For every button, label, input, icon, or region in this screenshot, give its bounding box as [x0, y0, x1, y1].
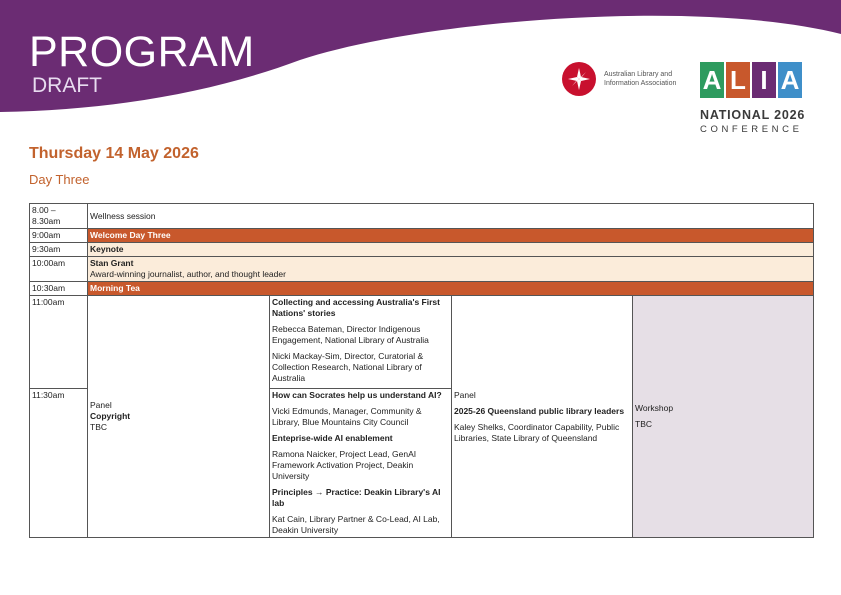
session-morning-tea: Morning Tea	[88, 282, 814, 296]
alia-logo-line2: Information Association	[604, 80, 677, 87]
time-cell: 10:00am	[30, 257, 88, 282]
program-table	[29, 203, 814, 538]
time-cell: 11:00am	[30, 296, 88, 389]
keynote-speaker: Stan Grant	[90, 258, 134, 268]
keynote-description: Award-winning journalist, author, and thought leader	[90, 269, 286, 279]
session-queensland-panel	[452, 296, 633, 538]
session-speaker: TBC	[90, 422, 107, 432]
session-title: Copyright	[90, 411, 131, 421]
page-subtitle: DRAFT	[32, 74, 102, 97]
session-ai-talks	[270, 389, 452, 538]
session-type: Panel	[90, 400, 112, 410]
table-row	[30, 296, 814, 389]
session-welcome: Welcome Day Three	[88, 229, 814, 243]
session-workshop	[633, 296, 814, 538]
page-title: PROGRAM	[29, 28, 255, 76]
session-title: 2025-26 Queensland public library leaders	[454, 405, 625, 416]
alia-association-logo	[562, 62, 676, 96]
logo-letter-a2: A	[778, 62, 802, 98]
keynote-details	[88, 257, 814, 282]
logo-letter-a1: A	[700, 62, 724, 98]
session-type: Workshop	[635, 403, 674, 413]
day-heading: Thursday 14 May 2026	[29, 145, 199, 162]
time-cell: 9:30am	[30, 243, 88, 257]
conference-name: NATIONAL 2026	[700, 108, 806, 122]
session-title: Collecting and accessing Australia's First Nations' stories	[272, 297, 440, 318]
day-subheading: Day Three	[29, 172, 90, 187]
alia-star-icon	[562, 62, 596, 96]
session-wellness: Wellness session	[88, 204, 814, 229]
time-cell: 11:30am	[30, 389, 88, 538]
session-speaker: Ramona Naicker, Project Lead, GenAI Framework Activation Project, Deakin University	[272, 449, 417, 481]
time-cell: 10:30am	[30, 282, 88, 296]
session-first-nations	[270, 296, 452, 389]
session-type: Panel	[454, 389, 476, 400]
table-row	[30, 257, 814, 282]
session-speaker: Rebecca Bateman, Director Indigenous Engagement, National Library of Australia	[272, 324, 429, 345]
session-title: Enteprise-wide AI enablement	[272, 433, 393, 443]
session-title: Principles → Practice: Deakin Library's AI lab	[272, 487, 441, 508]
table-row	[30, 229, 814, 243]
time-cell: 9:00am	[30, 229, 88, 243]
conference-logo	[700, 62, 810, 135]
table-row	[30, 204, 814, 229]
logo-letter-l: L	[726, 62, 750, 98]
keynote-label: Keynote	[88, 243, 814, 257]
table-row	[30, 282, 814, 296]
table-row	[30, 243, 814, 257]
session-speaker: Vicki Edmunds, Manager, Community & Library, Blue Mountains City Council	[272, 406, 422, 427]
conference-label: CONFERENCE	[700, 124, 803, 135]
time-cell: 8.00 – 8.30am	[30, 204, 88, 229]
logo-letter-i: I	[752, 62, 776, 98]
session-copyright-panel	[88, 296, 270, 538]
alia-logo-line1: Australian Library and	[604, 71, 673, 78]
session-speaker: Kat Cain, Library Partner & Co-Lead, AI Lab, Deakin University	[272, 514, 440, 535]
session-speaker: Nicki Mackay-Sim, Director, Curatorial & Collection Research, National Library of Australia	[272, 351, 424, 383]
session-speaker: Kaley Shelks, Coordinator Capability, Public Libraries, State Library of Queensland	[454, 421, 620, 443]
session-speaker: TBC	[635, 419, 652, 429]
session-title: How can Socrates help us understand AI?	[272, 390, 442, 400]
